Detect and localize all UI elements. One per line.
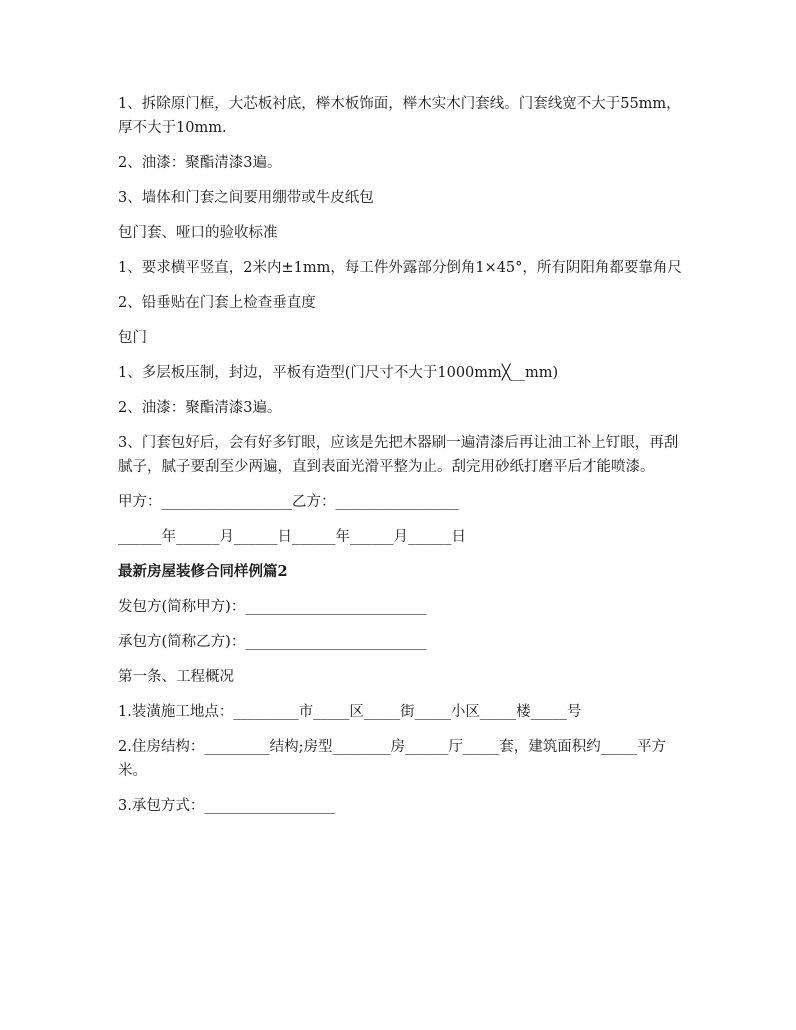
paragraph-6: 2、铅垂贴在门套上检查垂直度 bbox=[118, 295, 316, 311]
signature-line: 甲方：__________________乙方：_________________ bbox=[118, 494, 459, 510]
document-page bbox=[118, 92, 688, 829]
paragraph-8: 1、多层板压制，封边，平板有造型(门尺寸不大于1000mm╳__mm) bbox=[118, 365, 559, 381]
paragraph-4: 包门套、哑口的验收标准 bbox=[118, 225, 278, 241]
section-heading: 最新房屋装修合同样例篇2 bbox=[118, 563, 288, 580]
paragraph-7: 包门 bbox=[118, 330, 147, 346]
paragraph-3: 3、墙体和门套之间要用绷带或牛皮纸包 bbox=[118, 190, 374, 206]
paragraph-5: 1、要求横平竖直，2米内±1mm，每工件外露部分倒角1×45°，所有阴阳角都要靠角尺 bbox=[118, 260, 682, 276]
clause-contract-mode: 3.承包方式：__________________ bbox=[118, 798, 335, 814]
paragraph-9: 2、油漆：聚酯清漆3遍。 bbox=[118, 400, 282, 416]
date-line: ______年______月______日______年______月______日 bbox=[118, 529, 466, 545]
party-b-line: 承包方(简称乙方)：_________________________ bbox=[118, 634, 427, 650]
article-1-title: 第一条、工程概况 bbox=[118, 669, 234, 685]
clause-structure: 2.住房结构：_________结构;房型________房______厅_____套，建筑面积约_____平方米。 bbox=[118, 739, 666, 779]
clause-location: 1.装潢施工地点：_________市_____区_____街_____小区_____楼_____号 bbox=[118, 704, 582, 720]
paragraph-2: 2、油漆：聚酯清漆3遍。 bbox=[118, 155, 282, 171]
paragraph-1: 1、拆除原门框，大芯板衬底，榉木板饰面，榉木实木门套线。门套线宽不大于55mm，厚不大于10mm. bbox=[118, 96, 681, 136]
paragraph-10: 3、门套包好后，会有好多钉眼，应该是先把木器刷一遍清漆后再让油工补上钉眼，再刮腻子，腻子要刮至少两遍，直到表面光滑平整为止。刮完用砂纸打磨平后才能喷漆。 bbox=[118, 435, 679, 475]
party-a-line: 发包方(简称甲方)：_________________________ bbox=[118, 599, 427, 615]
